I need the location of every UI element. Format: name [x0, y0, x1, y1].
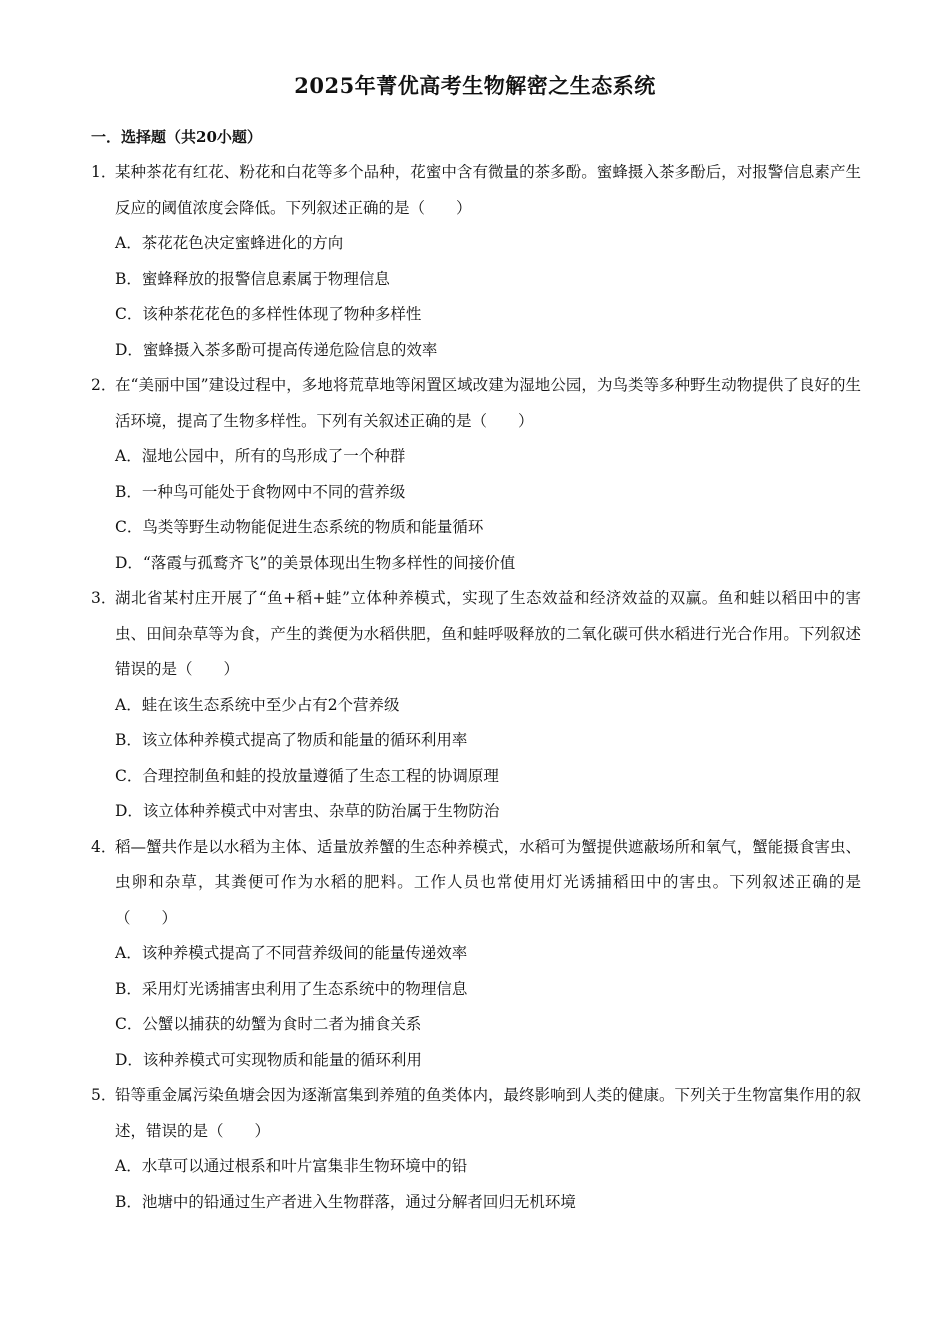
- question-stem: [91, 581, 861, 688]
- option-d: D．蜜蜂摄入茶多酚可提高传递危险信息的效率: [115, 340, 438, 359]
- question-5: [91, 1078, 861, 1220]
- question-number: 4．: [91, 837, 117, 856]
- question-text: 铅等重金属污染鱼塘会因为逐渐富集到养殖的鱼类体内，最终影响到人类的健康。下列关于生物富集作用的叙述，错误的是（ ）: [115, 1086, 861, 1140]
- question-number: 3．: [91, 589, 117, 607]
- section-heading: 一．选择题（共20小题）: [91, 128, 262, 146]
- question-list: [91, 155, 861, 1220]
- option-b: B．采用灯光诱捕害虫利用了生态系统中的物理信息: [115, 979, 468, 998]
- question-stem: [91, 368, 861, 439]
- option-a: A．该种养模式提高了不同营养级间的能量传递效率: [115, 944, 468, 962]
- question-text: 某种茶花有红花、粉花和白花等多个品种，花蜜中含有微量的茶多酚。蜜蜂摄入茶多酚后，对报警信息素产生反应的阈值浓度会降低。下列叙述正确的是（ ）: [115, 163, 861, 217]
- option-c: C．该种茶花花色的多样性体现了物种多样性: [115, 305, 422, 323]
- option-c: C．合理控制鱼和蛙的投放量遵循了生态工程的协调原理: [115, 766, 499, 785]
- question-3: [91, 581, 861, 830]
- question-stem: [91, 1078, 861, 1149]
- option-b: B．一种鸟可能处于食物网中不同的营养级: [115, 482, 406, 501]
- option-d: D．“落霞与孤鹜齐飞”的美景体现出生物多样性的间接价值: [115, 553, 516, 572]
- question-number: 1．: [91, 163, 117, 181]
- option-a: A．水草可以通过根系和叶片富集非生物环境中的铅: [115, 1157, 468, 1175]
- option-b: B．池塘中的铅通过生产者进入生物群落，通过分解者回归无机环境: [115, 1192, 576, 1211]
- page-title: 2025年菁优高考生物解密之生态系统: [294, 73, 656, 98]
- question-text: 在“美丽中国”建设过程中，多地将荒草地等闲置区域改建为湿地公园，为鸟类等多种野生动物提供了良好的生活环境，提高了生物多样性。下列有关叙述正确的是（ ）: [115, 376, 861, 430]
- option-c: C．鸟类等野生动物能促进生态系统的物质和能量循环: [115, 518, 484, 536]
- option-d: D．该立体种养模式中对害虫、杂草的防治属于生物防治: [115, 802, 500, 820]
- question-number: 5．: [91, 1086, 117, 1104]
- question-text: 稻—蟹共作是以水稻为主体、适量放养蟹的生态种养模式，水稻可为蟹提供遮蔽场所和氧气，蟹能摄食害虫、虫卵和杂草，其粪便可作为水稻的肥料。工作人员也常使用灯光诱捕稻田中的害虫。下列叙述正确的是（ ）: [115, 837, 861, 927]
- option-d: D．该种养模式可实现物质和能量的循环利用: [115, 1050, 422, 1069]
- question-4: [91, 830, 861, 1079]
- option-b: B．蜜蜂释放的报警信息素属于物理信息: [115, 269, 390, 288]
- question-number: 2．: [91, 376, 117, 394]
- question-2: [91, 368, 861, 581]
- question-stem: [91, 155, 861, 226]
- option-a: A．蛙在该生态系统中至少占有2个营养级: [115, 695, 400, 714]
- option-a: A．茶花花色决定蜜蜂进化的方向: [115, 234, 344, 252]
- option-b: B．该立体种养模式提高了物质和能量的循环利用率: [115, 731, 468, 749]
- option-a: A．湿地公园中，所有的鸟形成了一个种群: [115, 447, 406, 465]
- question-stem: [91, 830, 861, 937]
- option-c: C．公蟹以捕获的幼蟹为食时二者为捕食关系: [115, 1015, 422, 1033]
- question-text: 湖北省某村庄开展了“鱼+稻+蛙”立体种养模式，实现了生态效益和经济效益的双赢。鱼和蛙以稻田中的害虫、田间杂草等为食，产生的粪便为水稻供肥，鱼和蛙呼吸释放的二氧化碳可供水稻进行光合作用。下列叙述错误的是（ ）: [115, 589, 861, 678]
- question-1: [91, 155, 861, 368]
